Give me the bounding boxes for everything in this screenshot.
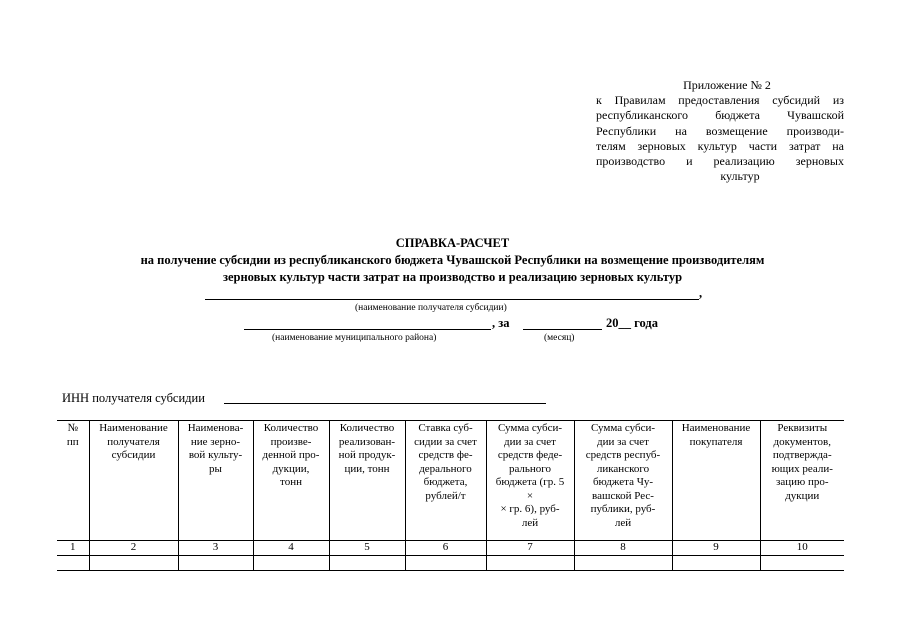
table-cell[interactable]	[89, 555, 178, 570]
table-cell[interactable]	[574, 555, 672, 570]
appendix-number: Приложение № 2	[683, 78, 771, 92]
column-index: 10	[760, 541, 844, 556]
column-index: 5	[329, 541, 405, 556]
recipient-name-field[interactable]	[205, 299, 699, 300]
column-header: № пп	[57, 421, 89, 541]
table-cell[interactable]	[178, 555, 253, 570]
district-name-field[interactable]	[244, 329, 491, 330]
table-header-row	[57, 421, 844, 541]
recipient-caption: (наименование получателя субсидии)	[355, 303, 507, 313]
column-index: 1	[57, 541, 89, 556]
month-caption: (месяц)	[544, 333, 575, 343]
appendix-line: республиканского бюджета Чувашской	[596, 108, 844, 123]
table-cell[interactable]	[760, 555, 844, 570]
appendix-line: Республики на возмещение производи-	[596, 123, 844, 138]
table-cell[interactable]	[253, 555, 329, 570]
column-index: 7	[486, 541, 574, 556]
table-cell[interactable]	[486, 555, 574, 570]
column-index: 4	[253, 541, 329, 556]
table-row[interactable]	[57, 555, 844, 570]
column-header: Сумма субси- дии за счет средств респуб- ликанского бюджета Чу- вашской Рес- публики, руб- лей	[574, 421, 672, 541]
column-index: 8	[574, 541, 672, 556]
calculation-table	[57, 420, 844, 571]
column-index: 3	[178, 541, 253, 556]
column-index: 9	[672, 541, 760, 556]
title-line-2: зерновых культур части затрат на производство и реализацию зерновых культур	[222, 270, 683, 284]
table-cell[interactable]	[57, 555, 89, 570]
month-field[interactable]	[523, 329, 602, 330]
table-cell[interactable]	[405, 555, 486, 570]
recipient-comma: ,	[699, 286, 703, 300]
document-title: СПРАВКА-РАСЧЕТ	[395, 236, 510, 250]
inn-field[interactable]	[224, 403, 546, 404]
for-label: , за	[492, 316, 510, 330]
table-cell[interactable]	[672, 555, 760, 570]
column-header: Реквизиты документов, подтвержда- ющих реали- зацию про- дукции	[760, 421, 844, 541]
column-index: 6	[405, 541, 486, 556]
column-header: Наименование получателя субсидии	[89, 421, 178, 541]
appendix-block	[596, 78, 844, 184]
appendix-line: телям зерновых культур части затрат на	[596, 138, 844, 153]
column-header: Наименование покупателя	[672, 421, 760, 541]
column-header: Количество произве- денной про- дукции, тонн	[253, 421, 329, 541]
column-header: Количество реализован- ной продук- ции, тонн	[329, 421, 405, 541]
inn-label: ИНН получателя субсидии	[62, 391, 205, 405]
district-caption: (наименование муниципального района)	[272, 333, 437, 343]
appendix-line: производство и реализацию зерновых	[596, 154, 844, 169]
table-cell[interactable]	[329, 555, 405, 570]
column-header: Ставка суб- сидии за счет средств фе- дерального бюджета, рублей/т	[405, 421, 486, 541]
appendix-line: к Правилам предоставления субсидий из	[596, 93, 844, 108]
column-index-row	[57, 541, 844, 556]
appendix-line: культур	[720, 169, 760, 184]
column-index: 2	[89, 541, 178, 556]
title-line-1: на получение субсидии из республиканского бюджета Чувашской Республики на возмещение производителям	[140, 253, 765, 267]
column-header: Сумма субси- дии за счет средств феде- рального бюджета (гр. 5 × × гр. 6), руб- лей	[486, 421, 574, 541]
column-header: Наименова- ние зерно- вой культу- ры	[178, 421, 253, 541]
year-label: 20__ года	[606, 316, 658, 330]
